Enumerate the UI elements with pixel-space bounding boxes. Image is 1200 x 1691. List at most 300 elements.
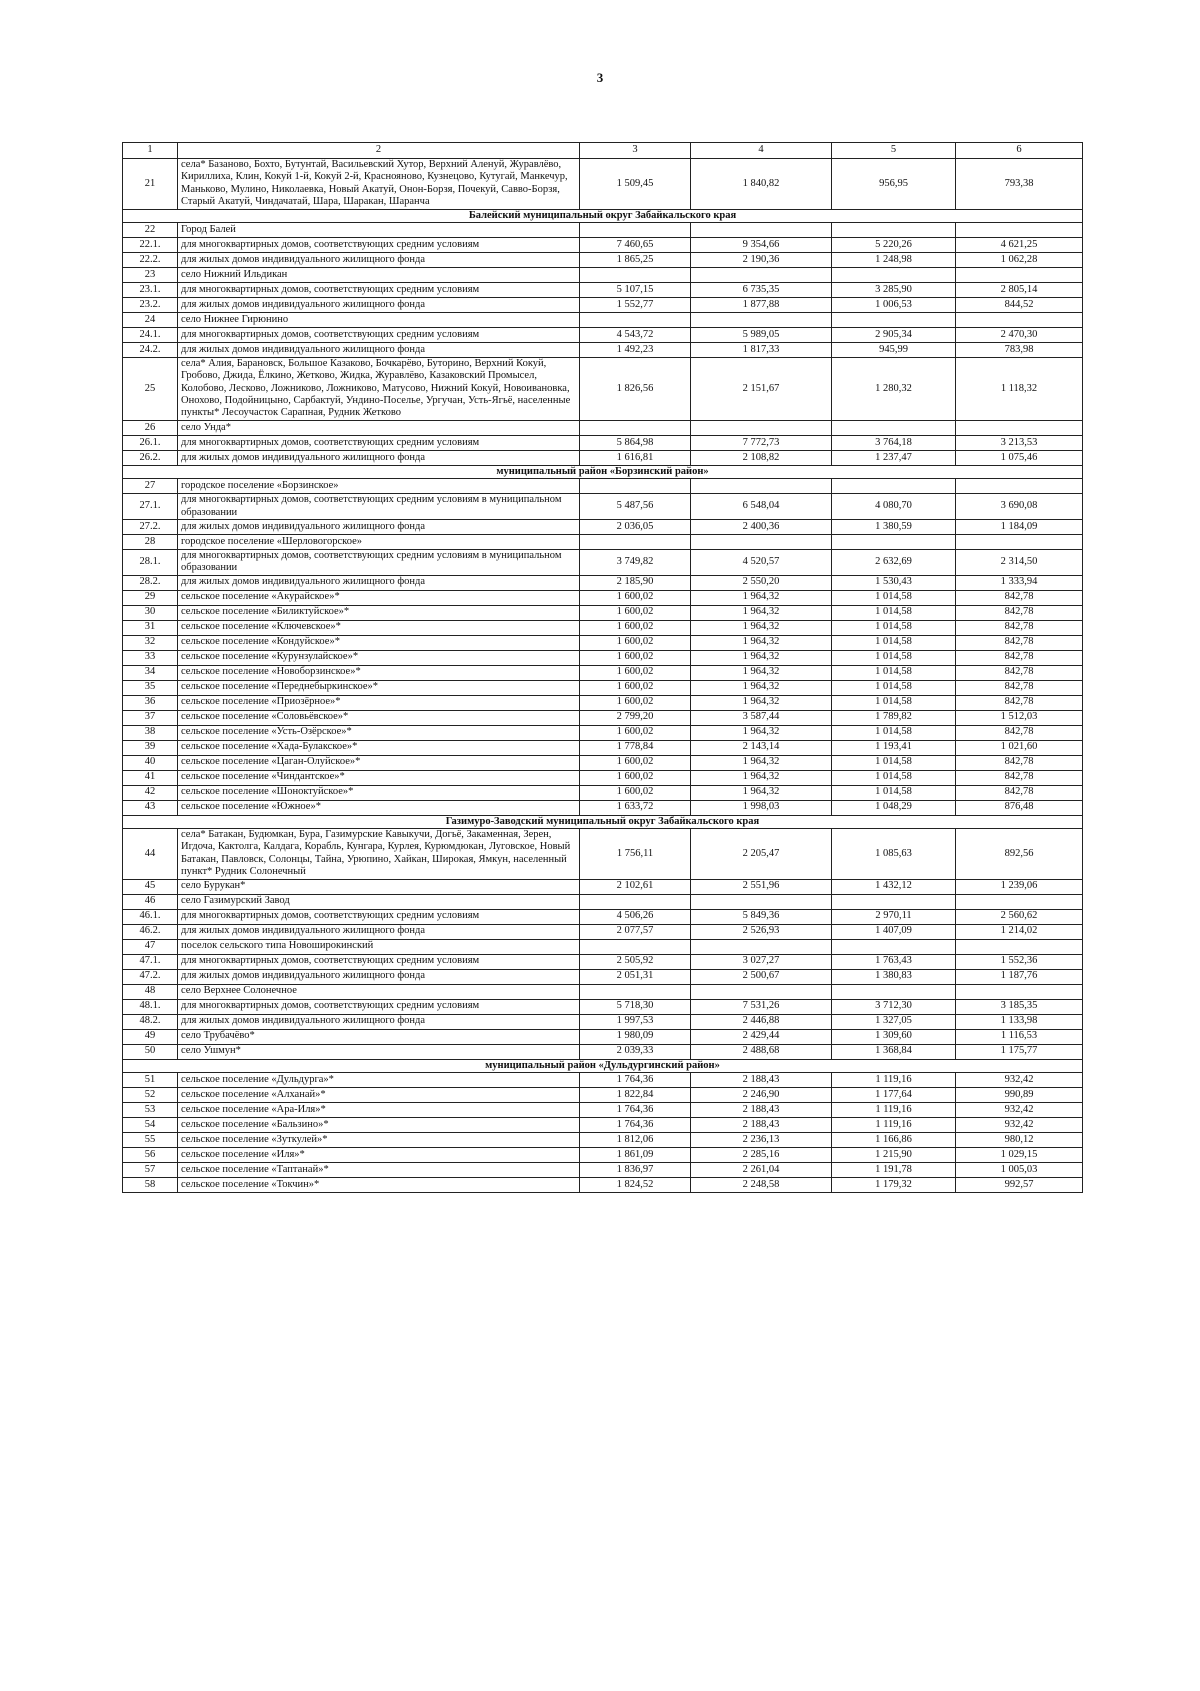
settlement-name: для жилых домов индивидуального жилищного фонда — [178, 1014, 580, 1029]
value-cell-col6: 4 621,25 — [956, 237, 1083, 252]
value-cell-col5 — [832, 479, 956, 494]
value-cell-col4: 2 526,93 — [691, 924, 832, 939]
table-row — [123, 755, 1083, 770]
settlement-name: Город Балей — [178, 222, 580, 237]
settlement-name: сельское поселение «Переднебыркинское»* — [178, 680, 580, 695]
value-cell-col5: 1 048,29 — [832, 800, 956, 815]
value-cell-col5: 956,95 — [832, 159, 956, 210]
table-row — [123, 770, 1083, 785]
value-cell-col5: 1 014,58 — [832, 590, 956, 605]
row-number: 47 — [123, 939, 178, 954]
value-cell-col3: 1 600,02 — [580, 770, 691, 785]
settlement-name: для жилых домов индивидуального жилищного фонда — [178, 342, 580, 357]
row-number: 24 — [123, 312, 178, 327]
value-cell-col5: 1 280,32 — [832, 357, 956, 420]
value-cell-col3: 7 460,65 — [580, 237, 691, 252]
value-cell-col6: 1 005,03 — [956, 1162, 1083, 1177]
value-cell-col3: 5 107,15 — [580, 282, 691, 297]
value-cell-col3: 1 600,02 — [580, 695, 691, 710]
row-number: 46 — [123, 894, 178, 909]
value-cell-col6: 783,98 — [956, 342, 1083, 357]
value-cell-col4: 1 964,32 — [691, 605, 832, 620]
row-number: 47.2. — [123, 969, 178, 984]
table-row — [123, 312, 1083, 327]
value-cell-col5: 1 119,16 — [832, 1072, 956, 1087]
table-row — [123, 494, 1083, 520]
value-cell-col4: 2 261,04 — [691, 1162, 832, 1177]
value-cell-col6: 1 333,94 — [956, 575, 1083, 590]
value-cell-col4: 2 143,14 — [691, 740, 832, 755]
settlement-name: села* Батакан, Будюмкан, Бура, Газимурские Кавыкучи, Догьё, Закаменная, Зерен, Игдоча, Кактолга, Калдага, Корабль, Кунгара, Курлея, Курюмдюкан, Луговское, Новый Батакан, Павловск, Солонцы, Тайна, Урюпино, Хайкан, Широкая, Ямкун, населенный пункт* Рудник Солонечный — [178, 829, 580, 880]
value-cell-col3 — [580, 534, 691, 549]
table-row — [123, 894, 1083, 909]
value-cell-col3: 1 764,36 — [580, 1102, 691, 1117]
table-row — [123, 710, 1083, 725]
value-cell-col4 — [691, 420, 832, 435]
value-cell-col4: 1 964,32 — [691, 620, 832, 635]
settlement-name: сельское поселение «Курунзулайское»* — [178, 650, 580, 665]
value-cell-col6: 842,78 — [956, 695, 1083, 710]
value-cell-col4: 2 446,88 — [691, 1014, 832, 1029]
table-row — [123, 1044, 1083, 1059]
section-title: Балейский муниципальный округ Забайкальского края — [123, 209, 1083, 222]
settlement-name: села* Алия, Барановск, Большое Казаково, Бочкарёво, Буторино, Верхний Кокуй, Гробово, Джида, Ёлкино, Жетково, Жидка, Журавлёво, Казаковский Промысел, Колобово, Лесково, Ложниково, Ложниково, Матусово, Нижний Кокуй, Новоивановка, Онохово, Подойницыно, Сарбактуй, Ундино-Поселье, Ургучан, Усть-Ягьё, населенные пункты* Лесоучасток Сарапная, Рудник Жетково — [178, 357, 580, 420]
table-row — [123, 939, 1083, 954]
value-cell-col4 — [691, 222, 832, 237]
value-cell-col6: 842,78 — [956, 650, 1083, 665]
table-row — [123, 252, 1083, 267]
row-number: 51 — [123, 1072, 178, 1087]
value-cell-col4: 1 964,32 — [691, 590, 832, 605]
row-number: 42 — [123, 785, 178, 800]
value-cell-col6: 842,78 — [956, 785, 1083, 800]
value-cell-col5 — [832, 222, 956, 237]
table-header — [123, 143, 1083, 159]
value-cell-col6: 876,48 — [956, 800, 1083, 815]
value-cell-col3: 1 600,02 — [580, 650, 691, 665]
row-number: 24.1. — [123, 327, 178, 342]
value-cell-col5: 1 014,58 — [832, 605, 956, 620]
value-cell-col6: 842,78 — [956, 665, 1083, 680]
settlement-name: села* Базаново, Бохто, Бутунтай, Васильевский Хутор, Верхний Аленуй, Журавлёво, Кириллиха, Клин, Кокуй 1-й, Кокуй 2-й, Краснояново, Кузнецово, Кутугай, Манкечур, Маньково, Мулино, Николаевка, Новый Акатуй, Онон-Борзя, Почекуй, Савво-Борзя, Старый Акатуй, Чиндачатай, Шара, Шаракан, Шаранча — [178, 159, 580, 210]
value-cell-col6: 892,56 — [956, 829, 1083, 880]
value-cell-col4: 2 429,44 — [691, 1029, 832, 1044]
settlement-name: сельское поселение «Зуткулей»* — [178, 1132, 580, 1147]
value-cell-col4: 1 998,03 — [691, 800, 832, 815]
table-row — [123, 725, 1083, 740]
row-number: 57 — [123, 1162, 178, 1177]
table-row — [123, 479, 1083, 494]
value-cell-col6: 3 213,53 — [956, 435, 1083, 450]
value-cell-col3: 1 600,02 — [580, 680, 691, 695]
value-cell-col4: 1 964,32 — [691, 755, 832, 770]
value-cell-col4: 3 587,44 — [691, 710, 832, 725]
value-cell-col3: 1 552,77 — [580, 297, 691, 312]
table-row — [123, 999, 1083, 1014]
value-cell-col3: 1 600,02 — [580, 785, 691, 800]
settlement-name: сельское поселение «Биликтуйское»* — [178, 605, 580, 620]
value-cell-col5: 1 407,09 — [832, 924, 956, 939]
value-cell-col5: 1 166,86 — [832, 1132, 956, 1147]
value-cell-col3: 2 505,92 — [580, 954, 691, 969]
value-cell-col6: 2 805,14 — [956, 282, 1083, 297]
value-cell-col3: 5 718,30 — [580, 999, 691, 1014]
settlement-name: городское поселение «Борзинское» — [178, 479, 580, 494]
value-cell-col5: 1 215,90 — [832, 1147, 956, 1162]
value-cell-col4: 6 735,35 — [691, 282, 832, 297]
value-cell-col5: 1 179,32 — [832, 1177, 956, 1192]
settlement-name: село Нижний Ильдикан — [178, 267, 580, 282]
value-cell-col4: 2 205,47 — [691, 829, 832, 880]
settlement-name: для многоквартирных домов, соответствующих средним условиям — [178, 327, 580, 342]
value-cell-col4: 2 285,16 — [691, 1147, 832, 1162]
section-header-row — [123, 815, 1083, 828]
value-cell-col6: 1 062,28 — [956, 252, 1083, 267]
value-cell-col6: 992,57 — [956, 1177, 1083, 1192]
value-cell-col6: 1 239,06 — [956, 879, 1083, 894]
value-cell-col5 — [832, 894, 956, 909]
value-cell-col3: 1 997,53 — [580, 1014, 691, 1029]
row-number: 40 — [123, 755, 178, 770]
table-row — [123, 650, 1083, 665]
table-row — [123, 222, 1083, 237]
settlement-name: сельское поселение «Новоборзинское»* — [178, 665, 580, 680]
value-cell-col5 — [832, 312, 956, 327]
value-cell-col4: 1 964,32 — [691, 680, 832, 695]
value-cell-col3: 1 600,02 — [580, 605, 691, 620]
value-cell-col3: 1 492,23 — [580, 342, 691, 357]
table-row — [123, 1014, 1083, 1029]
value-cell-col3: 1 600,02 — [580, 620, 691, 635]
value-cell-col5: 1 193,41 — [832, 740, 956, 755]
row-number: 22.2. — [123, 252, 178, 267]
value-cell-col5: 1 085,63 — [832, 829, 956, 880]
settlement-name: село Газимурский Завод — [178, 894, 580, 909]
table-row — [123, 549, 1083, 575]
value-cell-col4: 1 964,32 — [691, 725, 832, 740]
table-row — [123, 785, 1083, 800]
value-cell-col3: 1 764,36 — [580, 1117, 691, 1132]
settlement-name: село Унда* — [178, 420, 580, 435]
value-cell-col6: 1 214,02 — [956, 924, 1083, 939]
row-number: 48.1. — [123, 999, 178, 1014]
row-number: 28.2. — [123, 575, 178, 590]
value-cell-col6 — [956, 267, 1083, 282]
settlement-name: сельское поселение «Дульдурга»* — [178, 1072, 580, 1087]
value-cell-col4: 2 151,67 — [691, 357, 832, 420]
settlement-name: сельское поселение «Цаган-Олуйское»* — [178, 755, 580, 770]
value-cell-col5: 1 380,59 — [832, 519, 956, 534]
value-cell-col6 — [956, 939, 1083, 954]
value-cell-col6: 1 175,77 — [956, 1044, 1083, 1059]
row-number: 31 — [123, 620, 178, 635]
value-cell-col3: 2 039,33 — [580, 1044, 691, 1059]
row-number: 56 — [123, 1147, 178, 1162]
settlement-name: сельское поселение «Кондуйское»* — [178, 635, 580, 650]
row-number: 23.1. — [123, 282, 178, 297]
table-row — [123, 1162, 1083, 1177]
row-number: 58 — [123, 1177, 178, 1192]
value-cell-col4: 1 964,32 — [691, 770, 832, 785]
table-row — [123, 327, 1083, 342]
value-cell-col5: 1 006,53 — [832, 297, 956, 312]
table-row — [123, 954, 1083, 969]
section-title: Газимуро-Заводский муниципальный округ Забайкальского края — [123, 815, 1083, 828]
value-cell-col4 — [691, 534, 832, 549]
value-cell-col3: 1 836,97 — [580, 1162, 691, 1177]
value-cell-col6: 842,78 — [956, 680, 1083, 695]
settlement-name: для многоквартирных домов, соответствующих средним условиям — [178, 954, 580, 969]
value-cell-col6: 842,78 — [956, 635, 1083, 650]
value-cell-col4: 2 246,90 — [691, 1087, 832, 1102]
value-cell-col3 — [580, 984, 691, 999]
value-cell-col6 — [956, 479, 1083, 494]
value-cell-col6: 2 560,62 — [956, 909, 1083, 924]
value-cell-col5: 1 014,58 — [832, 620, 956, 635]
value-cell-col5: 5 220,26 — [832, 237, 956, 252]
value-cell-col4: 2 236,13 — [691, 1132, 832, 1147]
settlement-name: для жилых домов индивидуального жилищного фонда — [178, 450, 580, 465]
value-cell-col6: 842,78 — [956, 755, 1083, 770]
value-cell-col4: 2 551,96 — [691, 879, 832, 894]
value-cell-col5 — [832, 420, 956, 435]
value-cell-col5: 2 905,34 — [832, 327, 956, 342]
settlement-name: село Ушмун* — [178, 1044, 580, 1059]
table-row — [123, 740, 1083, 755]
value-cell-col5: 1 368,84 — [832, 1044, 956, 1059]
value-cell-col3: 1 509,45 — [580, 159, 691, 210]
value-cell-col5: 1 014,58 — [832, 785, 956, 800]
value-cell-col6: 2 470,30 — [956, 327, 1083, 342]
value-cell-col3: 1 824,52 — [580, 1177, 691, 1192]
table-row — [123, 297, 1083, 312]
value-cell-col5: 1 237,47 — [832, 450, 956, 465]
table-row — [123, 1102, 1083, 1117]
value-cell-col4: 1 840,82 — [691, 159, 832, 210]
value-cell-col3 — [580, 267, 691, 282]
value-cell-col6: 842,78 — [956, 620, 1083, 635]
settlement-name: сельское поселение «Ключевское»* — [178, 620, 580, 635]
table-row — [123, 534, 1083, 549]
settlement-name: сельское поселение «Хада-Булакское»* — [178, 740, 580, 755]
value-cell-col4: 2 188,43 — [691, 1072, 832, 1087]
row-number: 55 — [123, 1132, 178, 1147]
value-cell-col5: 1 380,83 — [832, 969, 956, 984]
table-row — [123, 1147, 1083, 1162]
value-cell-col5: 1 530,43 — [832, 575, 956, 590]
row-number: 43 — [123, 800, 178, 815]
row-number: 53 — [123, 1102, 178, 1117]
value-cell-col4: 3 027,27 — [691, 954, 832, 969]
row-number: 52 — [123, 1087, 178, 1102]
value-cell-col6: 842,78 — [956, 605, 1083, 620]
value-cell-col5: 1 432,12 — [832, 879, 956, 894]
row-number: 48.2. — [123, 1014, 178, 1029]
value-cell-col4 — [691, 939, 832, 954]
row-number: 27.1. — [123, 494, 178, 520]
table-row — [123, 357, 1083, 420]
row-number: 46.1. — [123, 909, 178, 924]
table-row — [123, 1132, 1083, 1147]
value-cell-col6 — [956, 312, 1083, 327]
column-header-6: 6 — [956, 143, 1083, 159]
settlement-name: сельское поселение «Иля»* — [178, 1147, 580, 1162]
value-cell-col3: 3 749,82 — [580, 549, 691, 575]
settlement-name: для жилых домов индивидуального жилищного фонда — [178, 575, 580, 590]
value-cell-col5: 1 789,82 — [832, 710, 956, 725]
settlement-name: сельское поселение «Алханай»* — [178, 1087, 580, 1102]
value-cell-col5: 1 014,58 — [832, 695, 956, 710]
value-cell-col6: 1 029,15 — [956, 1147, 1083, 1162]
column-header-3: 3 — [580, 143, 691, 159]
settlement-name: для многоквартирных домов, соответствующих средним условиям — [178, 909, 580, 924]
value-cell-col4: 2 108,82 — [691, 450, 832, 465]
table-row — [123, 267, 1083, 282]
value-cell-col6: 793,38 — [956, 159, 1083, 210]
table-row — [123, 237, 1083, 252]
value-cell-col5: 1 119,16 — [832, 1117, 956, 1132]
row-number: 22.1. — [123, 237, 178, 252]
value-cell-col4: 1 964,32 — [691, 695, 832, 710]
row-number: 29 — [123, 590, 178, 605]
value-cell-col6: 1 116,53 — [956, 1029, 1083, 1044]
value-cell-col5: 3 712,30 — [832, 999, 956, 1014]
value-cell-col3: 2 185,90 — [580, 575, 691, 590]
value-cell-col4: 2 550,20 — [691, 575, 832, 590]
row-number: 34 — [123, 665, 178, 680]
value-cell-col3: 5 487,56 — [580, 494, 691, 520]
value-cell-col6: 1 552,36 — [956, 954, 1083, 969]
table-row — [123, 1177, 1083, 1192]
section-header-row — [123, 1059, 1083, 1072]
value-cell-col4: 5 849,36 — [691, 909, 832, 924]
row-number: 23 — [123, 267, 178, 282]
table-row — [123, 420, 1083, 435]
row-number: 36 — [123, 695, 178, 710]
settlement-name: для жилых домов индивидуального жилищного фонда — [178, 252, 580, 267]
value-cell-col4: 2 188,43 — [691, 1102, 832, 1117]
value-cell-col3: 1 756,11 — [580, 829, 691, 880]
settlement-name: сельское поселение «Усть-Озёрское»* — [178, 725, 580, 740]
value-cell-col4: 1 964,32 — [691, 650, 832, 665]
value-cell-col5: 1 119,16 — [832, 1102, 956, 1117]
table-row — [123, 342, 1083, 357]
value-cell-col5: 1 309,60 — [832, 1029, 956, 1044]
value-cell-col6: 3 185,35 — [956, 999, 1083, 1014]
value-cell-col5: 945,99 — [832, 342, 956, 357]
settlement-name: сельское поселение «Токчин»* — [178, 1177, 580, 1192]
value-cell-col5: 1 327,05 — [832, 1014, 956, 1029]
value-cell-col6: 2 314,50 — [956, 549, 1083, 575]
table-row — [123, 800, 1083, 815]
settlement-name: для многоквартирных домов, соответствующих средним условиям в муниципальном образовании — [178, 494, 580, 520]
table-row — [123, 590, 1083, 605]
column-header-2: 2 — [178, 143, 580, 159]
table-body — [123, 159, 1083, 1193]
value-cell-col3: 1 616,81 — [580, 450, 691, 465]
table-row — [123, 969, 1083, 984]
table-row — [123, 1029, 1083, 1044]
value-cell-col6: 932,42 — [956, 1117, 1083, 1132]
value-cell-col4: 6 548,04 — [691, 494, 832, 520]
row-number: 28.1. — [123, 549, 178, 575]
value-cell-col4: 2 188,43 — [691, 1117, 832, 1132]
row-number: 26.1. — [123, 435, 178, 450]
value-cell-col3: 5 864,98 — [580, 435, 691, 450]
value-cell-col3: 1 764,36 — [580, 1072, 691, 1087]
table-row — [123, 924, 1083, 939]
row-number: 41 — [123, 770, 178, 785]
value-cell-col6: 844,52 — [956, 297, 1083, 312]
value-cell-col3 — [580, 894, 691, 909]
value-cell-col4: 1 964,32 — [691, 665, 832, 680]
section-header-row — [123, 209, 1083, 222]
value-cell-col6: 1 184,09 — [956, 519, 1083, 534]
settlement-name: для многоквартирных домов, соответствующих средним условиям в муниципальном образовании — [178, 549, 580, 575]
value-cell-col4: 2 248,58 — [691, 1177, 832, 1192]
column-number-row — [123, 143, 1083, 159]
value-cell-col6: 932,42 — [956, 1102, 1083, 1117]
value-cell-col5 — [832, 939, 956, 954]
value-cell-col4: 1 877,88 — [691, 297, 832, 312]
row-number: 22 — [123, 222, 178, 237]
value-cell-col4: 1 964,32 — [691, 785, 832, 800]
value-cell-col6: 842,78 — [956, 725, 1083, 740]
table-row — [123, 695, 1083, 710]
row-number: 30 — [123, 605, 178, 620]
row-number: 27.2. — [123, 519, 178, 534]
value-cell-col5: 1 191,78 — [832, 1162, 956, 1177]
value-cell-col4: 9 354,66 — [691, 237, 832, 252]
column-header-5: 5 — [832, 143, 956, 159]
column-header-1: 1 — [123, 143, 178, 159]
row-number: 44 — [123, 829, 178, 880]
settlement-name: сельское поселение «Приозёрное»* — [178, 695, 580, 710]
row-number: 27 — [123, 479, 178, 494]
value-cell-col5: 2 970,11 — [832, 909, 956, 924]
value-cell-col3: 1 600,02 — [580, 635, 691, 650]
value-cell-col3: 2 077,57 — [580, 924, 691, 939]
value-cell-col6: 1 118,32 — [956, 357, 1083, 420]
settlement-name: для многоквартирных домов, соответствующих средним условиям — [178, 282, 580, 297]
settlement-name: сельское поселение «Шоноктуйское»* — [178, 785, 580, 800]
value-cell-col4 — [691, 984, 832, 999]
tariff-table — [122, 142, 1083, 1193]
value-cell-col3 — [580, 312, 691, 327]
settlement-name: для жилых домов индивидуального жилищного фонда — [178, 924, 580, 939]
column-header-4: 4 — [691, 143, 832, 159]
value-cell-col3: 1 600,02 — [580, 755, 691, 770]
settlement-name: городское поселение «Шерловогорское» — [178, 534, 580, 549]
value-cell-col3: 1 822,84 — [580, 1087, 691, 1102]
value-cell-col5: 1 014,58 — [832, 770, 956, 785]
settlement-name: для многоквартирных домов, соответствующих средним условиям — [178, 999, 580, 1014]
value-cell-col3: 1 980,09 — [580, 1029, 691, 1044]
settlement-name: для жилых домов индивидуального жилищного фонда — [178, 969, 580, 984]
value-cell-col6: 842,78 — [956, 770, 1083, 785]
value-cell-col6 — [956, 222, 1083, 237]
table-row — [123, 450, 1083, 465]
value-cell-col4 — [691, 267, 832, 282]
value-cell-col6: 1 512,03 — [956, 710, 1083, 725]
value-cell-col3: 1 861,09 — [580, 1147, 691, 1162]
settlement-name: сельское поселение «Бальзино»* — [178, 1117, 580, 1132]
table-row — [123, 909, 1083, 924]
section-title: муниципальный район «Борзинский район» — [123, 465, 1083, 478]
value-cell-col5 — [832, 534, 956, 549]
row-number: 26.2. — [123, 450, 178, 465]
value-cell-col5: 2 632,69 — [832, 549, 956, 575]
